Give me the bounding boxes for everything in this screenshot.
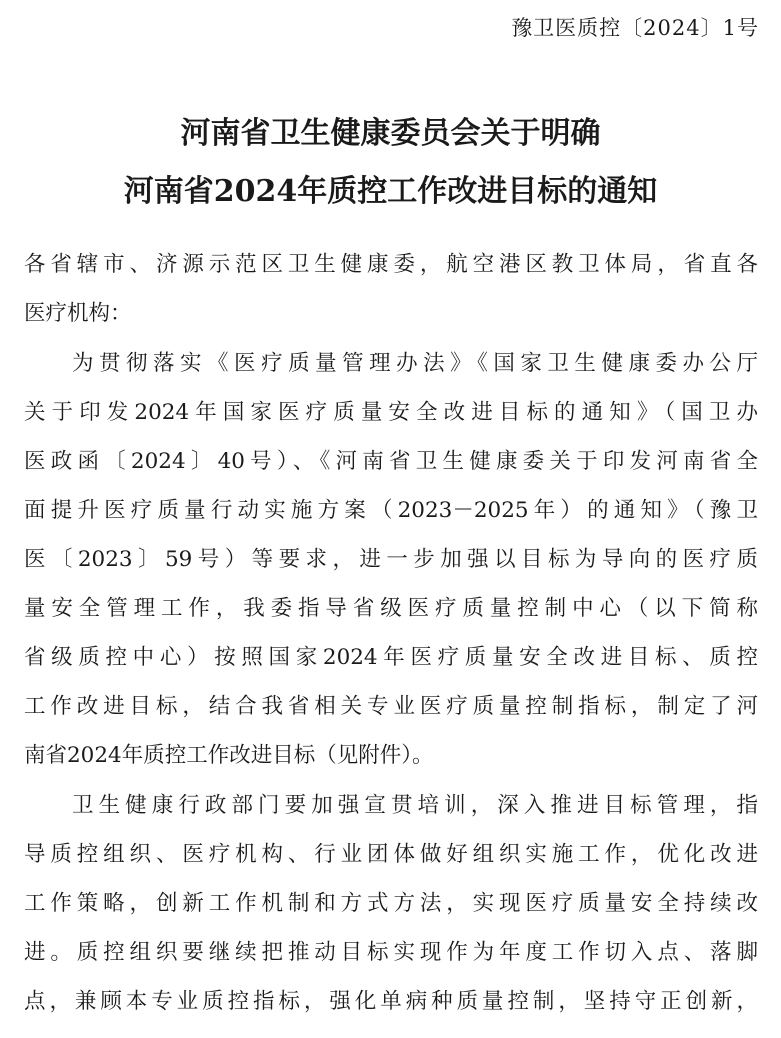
body-line-2: 医疗机构： — [24, 301, 132, 326]
body-line-6: 面提升医疗质量行动实施方案（2023－2025年）的通知》（豫卫 — [24, 498, 758, 523]
body-line-16: 点，兼顾本专业质控指标，强化单病种质量控制，坚持守正创新， — [24, 989, 758, 1014]
document-number: 豫卫医质控〔2024〕1号 — [511, 16, 759, 40]
body-line-11: 南省2024年质控工作改进目标（见附件）。 — [24, 743, 434, 768]
body-line-14: 工作策略，创新工作机制和方式方法，实现医疗质量安全持续改 — [24, 891, 758, 916]
body-line-10: 工作改进目标，结合我省相关专业医疗质量控制指标，制定了河 — [24, 694, 758, 719]
body-line-13: 导质控组织、医疗机构、行业团体做好组织实施工作，优化改进 — [24, 842, 758, 867]
document-title-line-1: 河南省卫生健康委员会关于明确 — [180, 116, 601, 151]
body-line-5: 医政函〔2024〕40号）、《河南省卫生健康委关于印发河南省全 — [24, 449, 758, 474]
body-line-12: 卫生健康行政部门要加强宣贯培训，深入推进目标管理，指 — [72, 793, 758, 818]
body-line-7: 医〔2023〕59号）等要求，进一步加强以目标为导向的医疗质 — [24, 547, 758, 572]
body-line-4: 关于印发2024年国家医疗质量安全改进目标的通知》（国卫办 — [24, 400, 758, 425]
body-line-3: 为贯彻落实《医疗质量管理办法》《国家卫生健康委办公厅 — [72, 351, 758, 376]
body-line-15: 进。质控组织要继续把推动目标实现作为年度工作切入点、落脚 — [24, 940, 758, 965]
body-line-9: 省级质控中心）按照国家2024年医疗质量安全改进目标、质控 — [24, 645, 758, 670]
body-line-8: 量安全管理工作，我委指导省级医疗质量控制中心（以下简称 — [24, 596, 758, 621]
body-line-1: 各省辖市、济源示范区卫生健康委，航空港区教卫体局，省直各 — [24, 252, 758, 277]
document-title-line-2: 河南省2024年质控工作改进目标的通知 — [123, 174, 658, 209]
